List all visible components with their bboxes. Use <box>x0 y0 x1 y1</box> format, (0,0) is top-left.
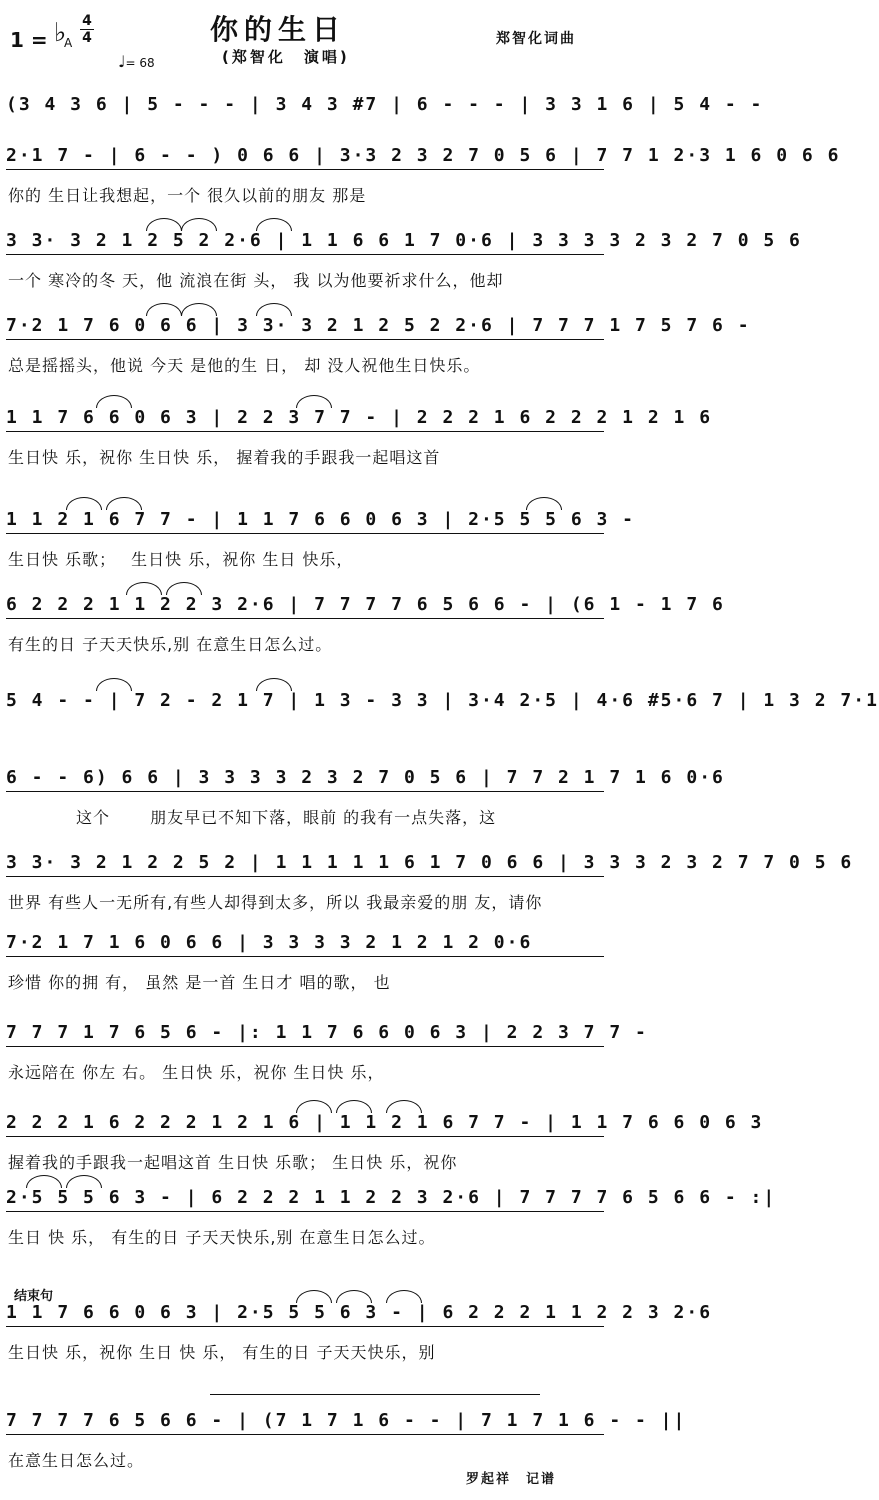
notation-line <box>6 1408 687 1446</box>
meter-bottom: 4 <box>82 30 92 46</box>
notation-line <box>6 850 854 888</box>
credits: 郑智化词曲 <box>496 31 576 47</box>
slur-mark <box>166 582 202 595</box>
notation-line <box>6 930 604 968</box>
notation-text: 6 - - 6) 6 6 | 3 3 3 3 2 3 2 7 0 5 6 | 7 7 2 1 7 1 6 0·6 <box>6 767 725 788</box>
slur-mark <box>181 303 217 316</box>
quarter-note-icon: ♩ <box>118 52 126 71</box>
performer: (郑智化 演唱) <box>222 48 350 66</box>
notation-text: 7·2 1 7 1 6 0 6 6 | 3 3 3 3 2 1 2 1 2 0·6 <box>6 932 533 953</box>
notation-line <box>6 405 713 443</box>
slur-mark <box>106 497 142 510</box>
notation-line <box>6 1020 648 1058</box>
lyrics-line: 在意生日怎么过。 <box>8 1451 145 1470</box>
slur-mark <box>296 1290 332 1303</box>
lyrics-line: 你的 生日让我想起，一个 很久以前的朋友 那是 <box>8 186 367 205</box>
notation-line <box>6 765 725 803</box>
lyrics-line: 生日快 乐歌； 生日快 乐，祝你 生日 快乐， <box>8 550 354 569</box>
slur-mark <box>26 1175 62 1188</box>
lyrics-line: 总是摇摇头，他说 今天 是他的生 日， 却 没人祝他生日快乐。 <box>8 356 481 375</box>
underline-beam <box>6 169 604 170</box>
tempo-value: = 68 <box>125 56 155 70</box>
notation-line <box>6 1110 764 1148</box>
slur-mark <box>256 678 292 691</box>
transcriber: 罗起祥 记谱 <box>466 1472 557 1487</box>
slur-mark <box>336 1100 372 1113</box>
lyrics-line: 生日快 乐，祝你 生日 快 乐， 有生的日 子天天快乐，别 <box>8 1343 436 1362</box>
slur-mark <box>256 303 292 316</box>
notation-line <box>6 1300 713 1338</box>
underline-beam <box>6 1211 604 1212</box>
underline-beam <box>6 1434 604 1435</box>
notation-text: 3 3· 3 2 1 2 5 2 2·6 | 1 1 6 6 1 7 0·6 | 3 3 3 3 2 3 2 7 0 5 6 <box>6 230 802 251</box>
tempo-marking <box>118 52 155 71</box>
notation-line <box>6 1185 777 1223</box>
lyrics-line: 有生的日 子天天快乐,别 在意生日怎么过。 <box>8 635 333 654</box>
notation-text: 2·5 5 5 6 3 - | 6 2 2 2 1 1 2 2 3 2·6 | 7 7 7 7 6 5 6 6 - :| <box>6 1187 777 1208</box>
slur-mark <box>96 678 132 691</box>
notation-line <box>6 92 764 130</box>
notation-text: 5 4 - - | 7 2 - 2 1 7 | 1 3 - 3 3 | 3·4 2·5 | 4·6 #5·6 7 | 1 3 2 7·1 <box>6 690 879 711</box>
notation-line <box>6 228 802 266</box>
underline-beam <box>6 339 604 340</box>
underline-beam <box>6 956 604 957</box>
lyrics-line: 珍惜 你的拥 有， 虽然 是一首 生日才 唱的歌， 也 <box>8 973 391 992</box>
notation-text: 7 7 7 7 6 5 6 6 - | (7 1 7 1 6 - - | 7 1 7 1 6 - - || <box>6 1410 687 1431</box>
slur-mark <box>181 218 217 231</box>
notation-text: 2 2 2 1 6 2 2 2 1 2 1 6 | 1 1 2 1 6 7 7 - | 1 1 7 6 6 0 6 3 <box>6 1112 764 1133</box>
slur-mark <box>336 1290 372 1303</box>
meter-top: 4 <box>82 13 92 29</box>
slur-mark <box>66 497 102 510</box>
notation-text: 1 1 7 6 6 0 6 3 | 2 2 3 7 7 - | 2 2 2 1 6 2 2 2 1 2 1 6 <box>6 407 713 428</box>
notation-text: 3 3· 3 2 1 2 2 5 2 | 1 1 1 1 1 6 1 7 0 6 6 | 3 3 3 2 3 2 7 7 0 5 6 <box>6 852 854 873</box>
slur-mark <box>296 395 332 408</box>
lyrics-line: 生日快 乐，祝你 生日快 乐， 握着我的手跟我一起唱这首 <box>8 448 441 467</box>
underline-beam <box>6 618 604 619</box>
decorative-line <box>210 1394 540 1395</box>
notation-text: 6 2 2 2 1 1 2 2 3 2·6 | 7 7 7 7 6 5 6 6 - | (6 1 - 1 7 6 <box>6 594 725 615</box>
notation-text: 2·1 7 - | 6 - - ) 0 6 6 | 3·3 2 3 2 7 0 5 6 | 7 7 1 2·3 1 6 0 6 6 <box>6 145 841 166</box>
slur-mark <box>386 1290 422 1303</box>
notation-text: 7 7 7 1 7 6 5 6 - |: 1 1 7 6 6 0 6 3 | 2 2 3 7 7 - <box>6 1022 648 1043</box>
lyrics-line: 世界 有些人一无所有,有些人却得到太多，所以 我最亲爱的朋 友，请你 <box>8 893 543 912</box>
flat-sign: ♭ <box>54 18 67 48</box>
slur-mark <box>526 497 562 510</box>
slur-mark <box>96 395 132 408</box>
underline-beam <box>6 431 604 432</box>
slur-mark <box>296 1100 332 1113</box>
notation-text: 1 1 2 1 6 7 7 - | 1 1 7 6 6 0 6 3 | 2·5 5 5 6 3 - <box>6 509 636 530</box>
underline-beam <box>6 791 604 792</box>
underline-beam <box>6 1326 604 1327</box>
notation-text: (3 4 3 6 | 5 - - - | 3 4 3 #7 | 6 - - - | 3 3 1 6 | 5 4 - - <box>6 94 764 115</box>
key-signature: 1 = <box>10 28 48 52</box>
slur-mark <box>386 1100 422 1113</box>
key-note: A <box>64 36 73 50</box>
notation-line <box>6 507 636 545</box>
notation-text: 1 1 7 6 6 0 6 3 | 2·5 5 5 6 3 - | 6 2 2 2 1 1 2 2 3 2·6 <box>6 1302 713 1323</box>
slur-mark <box>256 218 292 231</box>
lyrics-line: 永远陪在 你左 右。 生日快 乐，祝你 生日快 乐， <box>8 1063 385 1082</box>
slur-mark <box>146 303 182 316</box>
underline-beam <box>6 533 604 534</box>
underline-beam <box>6 1136 604 1137</box>
underline-beam <box>6 876 604 877</box>
lyrics-line: 生日 快 乐， 有生的日 子天天快乐,别 在意生日怎么过。 <box>8 1228 436 1247</box>
notation-line <box>6 688 879 726</box>
notation-line <box>6 592 725 630</box>
lyrics-line: 握着我的手跟我一起唱这首 生日快 乐歌； 生日快 乐，祝你 <box>8 1153 458 1172</box>
notation-line <box>6 313 751 351</box>
notation-text: 7·2 1 7 6 0 6 6 | 3 3· 3 2 1 2 5 2 2·6 | 7 7 7 1 7 5 7 6 - <box>6 315 751 336</box>
slur-mark <box>66 1175 102 1188</box>
lyrics-line: 这个 朋友早已不知下落，眼前 的我有一点失落，这 <box>8 808 497 827</box>
slur-mark <box>146 218 182 231</box>
ending-label: 结束句 <box>14 1289 54 1304</box>
underline-beam <box>6 1046 604 1047</box>
lyrics-line: 一个 寒冷的冬 天，他 流浪在街 头， 我 以为他要祈求什么，他却 <box>8 271 504 290</box>
time-signature <box>80 14 94 45</box>
song-title: 你的生日 <box>210 13 347 46</box>
underline-beam <box>6 254 604 255</box>
slur-mark <box>126 582 162 595</box>
notation-line <box>6 143 841 181</box>
